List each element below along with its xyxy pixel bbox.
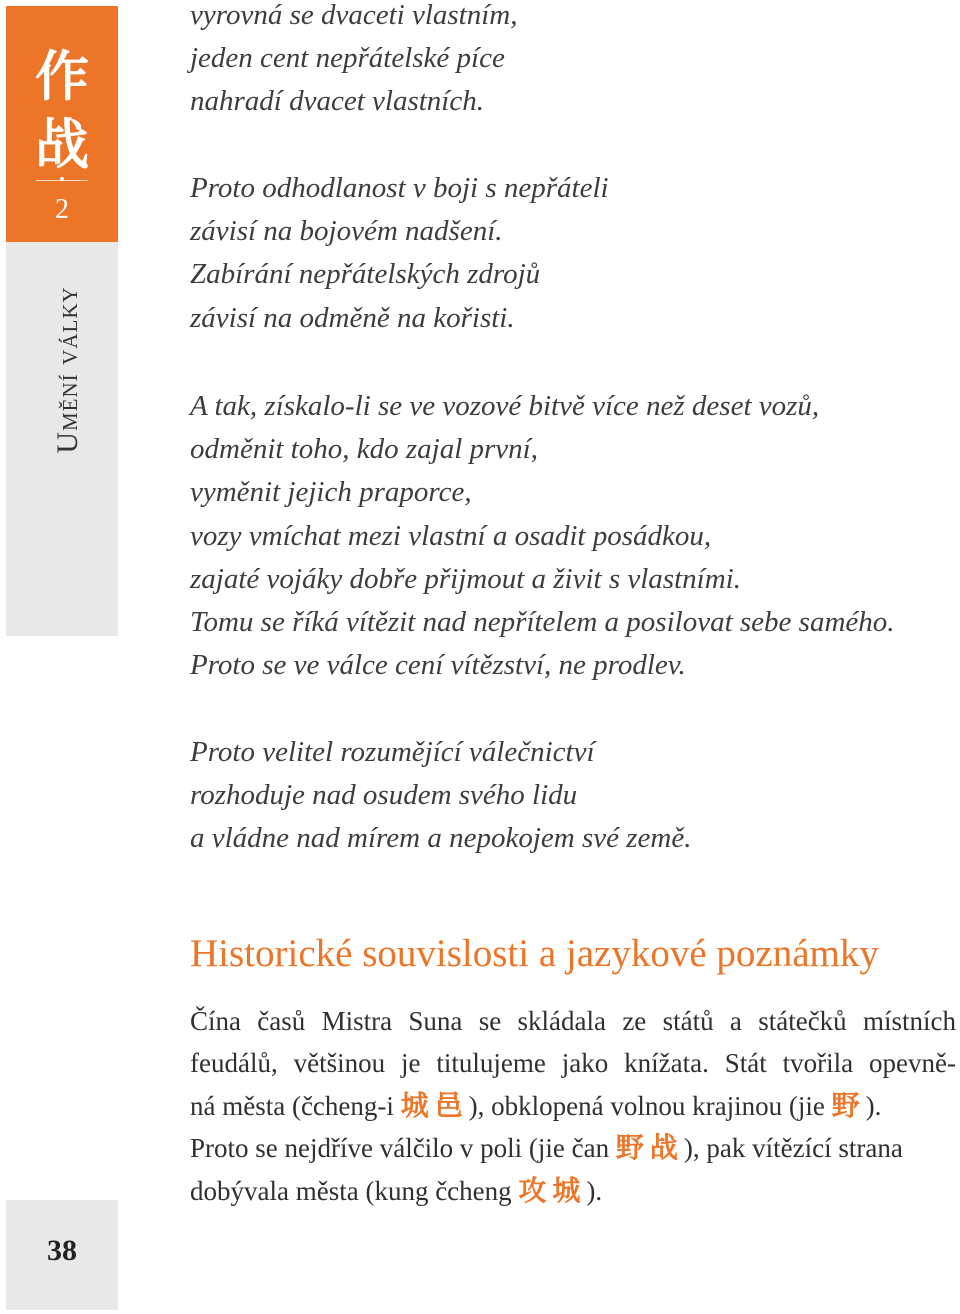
chinese-term-chengyi: 城邑: [400, 1088, 469, 1122]
verse-stanza: [190, 167, 609, 340]
chapter-glyph-zhan: 战: [35, 113, 89, 176]
verse-line: a vládne nad mírem a nepokojem své země.: [190, 822, 692, 855]
verse-line: Proto odhodlanost v boji s nepřáteli: [190, 172, 609, 204]
notes-text: ), obklopená volnou krajinou (jie: [468, 1090, 832, 1121]
verse-stanza: [190, 385, 895, 687]
verse-line: odměnit toho, kdo zajal první,: [190, 433, 538, 466]
book-title-strip: [6, 242, 118, 636]
verse-line: vozy vmíchat mezi vlastní a osadit posádkou,: [190, 519, 712, 552]
chinese-term-ye: 野: [831, 1088, 866, 1122]
verse-line: rozhoduje nad osudem svého lidu: [190, 779, 578, 812]
notes-line: [190, 1127, 956, 1170]
verse-line: závisí na bojovém nadšení.: [190, 215, 503, 248]
chapter-marker: [6, 6, 118, 242]
notes-line: [190, 1170, 956, 1213]
notes-text: Proto se nejdříve válčilo v poli (jie čan: [190, 1133, 616, 1164]
notes-text: ).: [865, 1090, 882, 1121]
verse-line: závisí na odměně na kořisti.: [190, 301, 515, 334]
notes-text: ).: [586, 1176, 603, 1207]
notes-paragraph: [190, 1001, 956, 1213]
notes-text: ), pak vítězící strana: [683, 1133, 903, 1164]
chapter-glyph-zuo: 作: [35, 45, 89, 108]
verse-line: A tak, získalo-li se ve vozové bitvě více než deset vozů,: [190, 390, 820, 422]
book-title: Umění války: [51, 286, 84, 454]
verse-line: nahradí dvacet vlastních.: [190, 85, 484, 118]
verse-line: Zabírání nepřátelských zdrojů: [190, 258, 541, 291]
notes-text: ná města (čcheng-i: [190, 1090, 401, 1121]
chapter-number: 2: [55, 194, 69, 225]
verse-line: vyrovná se dvaceti vlastním,: [190, 0, 518, 31]
page-number: 38: [47, 1234, 77, 1267]
chapter-divider-dot: [60, 177, 64, 181]
notes-line: [190, 1085, 956, 1128]
verse-line: jeden cent nepřátelské píce: [190, 42, 505, 75]
notes-heading: Historické souvislosti a jazykové poznámky: [190, 932, 879, 975]
verse-line: Proto se ve válce cení vítězství, ne prodlev.: [190, 649, 686, 682]
verse-line: vyměnit jejich praporce,: [190, 476, 472, 509]
notes-line: feudálů, většinou je titulujeme jako knížata. Stát tvořila opevně-: [190, 1047, 956, 1078]
notes-line: Čína časů Mistra Suna se skládala ze států a státečků místních: [190, 1006, 956, 1036]
notes-text: dobývala města (kung čcheng: [190, 1176, 519, 1207]
verse-line: zajaté vojáky dobře přijmout a živit s vlastními.: [190, 562, 741, 595]
chinese-term-gongcheng: 攻城: [518, 1174, 587, 1208]
verse-line: Tomu se říká vítězit nad nepřítelem a posilovat sebe samého.: [190, 606, 895, 639]
chinese-term-yezhan: 野战: [615, 1131, 684, 1165]
verse-stanza: [190, 0, 517, 124]
page-number-box: [6, 1200, 118, 1310]
verse-stanza: [190, 731, 691, 861]
verse-line: Proto velitel rozumějící válečnictví: [190, 736, 595, 768]
